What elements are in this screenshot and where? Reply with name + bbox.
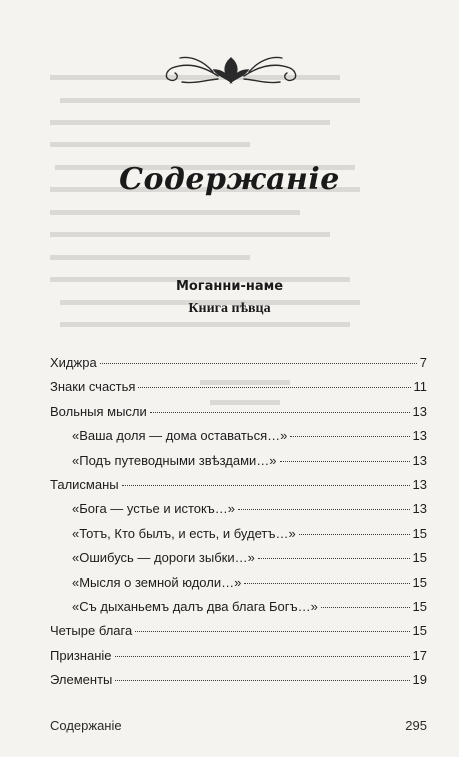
toc-entry-title: Элементы [50, 672, 113, 688]
toc-entry-page: 15 [412, 598, 427, 614]
toc-entry-page: 15 [412, 550, 427, 566]
toc-entry-page: 15 [412, 623, 427, 639]
toc-entry[interactable] [50, 648, 427, 672]
toc-entry-page: 13 [412, 501, 427, 517]
dot-leader [321, 607, 410, 608]
dot-leader [138, 387, 410, 388]
dot-leader [299, 534, 410, 535]
toc-entry-page: 17 [412, 647, 427, 663]
page-number: 295 [405, 718, 427, 733]
toc-subentry[interactable] [50, 526, 427, 550]
toc-entry-title: «Подъ путеводными звѣздами…» [72, 452, 277, 468]
toc-entry-title: Вольныя мысли [50, 403, 147, 419]
toc-entry[interactable] [50, 355, 427, 379]
dot-leader [244, 583, 409, 584]
dot-leader [238, 509, 409, 510]
dot-leader [258, 558, 410, 559]
dot-leader [150, 412, 410, 413]
toc-entry[interactable] [50, 477, 427, 501]
toc-subentry[interactable] [50, 501, 427, 525]
toc-entry-title: «Тотъ, Кто былъ, и есть, и будетъ…» [72, 525, 296, 541]
toc-entry-page: 15 [412, 525, 427, 541]
toc-entry-title: Знаки счастья [50, 379, 136, 395]
toc-subentry[interactable] [50, 428, 427, 452]
page-title: Содержанiе [119, 162, 340, 197]
dot-leader [135, 631, 409, 632]
toc-subentry[interactable] [50, 599, 427, 623]
section-subtitle: Книга пѣвца [188, 301, 271, 316]
dot-leader [280, 461, 410, 462]
floral-vignette-icon [158, 52, 304, 92]
toc-entry-page: 15 [412, 574, 427, 590]
toc-subentry[interactable] [50, 550, 427, 574]
toc-entry[interactable] [50, 404, 427, 428]
toc-entry-title: «Ваша доля — дома оставаться…» [72, 428, 288, 444]
toc-entry-title: Хиджра [50, 355, 97, 370]
toc-entry-title: «Бога — устье и истокъ…» [72, 501, 236, 517]
toc-entry-page: 13 [412, 476, 427, 492]
toc-entry-title: «Съ дыханьемъ далъ два блага Богъ…» [72, 598, 318, 614]
toc-entry-page: 13 [412, 403, 427, 419]
toc-entry[interactable] [50, 379, 427, 403]
toc-entry[interactable] [50, 672, 427, 696]
toc-entry-page: 13 [412, 452, 427, 468]
table-of-contents [50, 355, 427, 696]
dot-leader [100, 363, 417, 364]
toc-entry-title: Признанiе [50, 647, 112, 663]
dot-leader [115, 656, 410, 657]
toc-entry-title: Талисманы [50, 476, 119, 492]
dot-leader [115, 680, 409, 681]
toc-entry-page: 11 [413, 379, 427, 395]
toc-subentry[interactable] [50, 575, 427, 599]
section-title: Моганни-наме [175, 279, 284, 294]
toc-entry-page: 13 [412, 428, 427, 444]
dot-leader [290, 436, 409, 437]
toc-entry-title: Четыре блага [50, 623, 133, 639]
toc-entry-page: 7 [419, 355, 427, 370]
toc-entry[interactable] [50, 623, 427, 647]
running-head: Содержанiе [50, 718, 122, 733]
dot-leader [122, 485, 410, 486]
toc-entry-page: 19 [412, 672, 427, 688]
toc-entry-title: «Ошибусь — дороги зыбки…» [72, 550, 255, 566]
toc-entry-title: «Мысля о земной юдоли…» [72, 574, 242, 590]
toc-subentry[interactable] [50, 453, 427, 477]
